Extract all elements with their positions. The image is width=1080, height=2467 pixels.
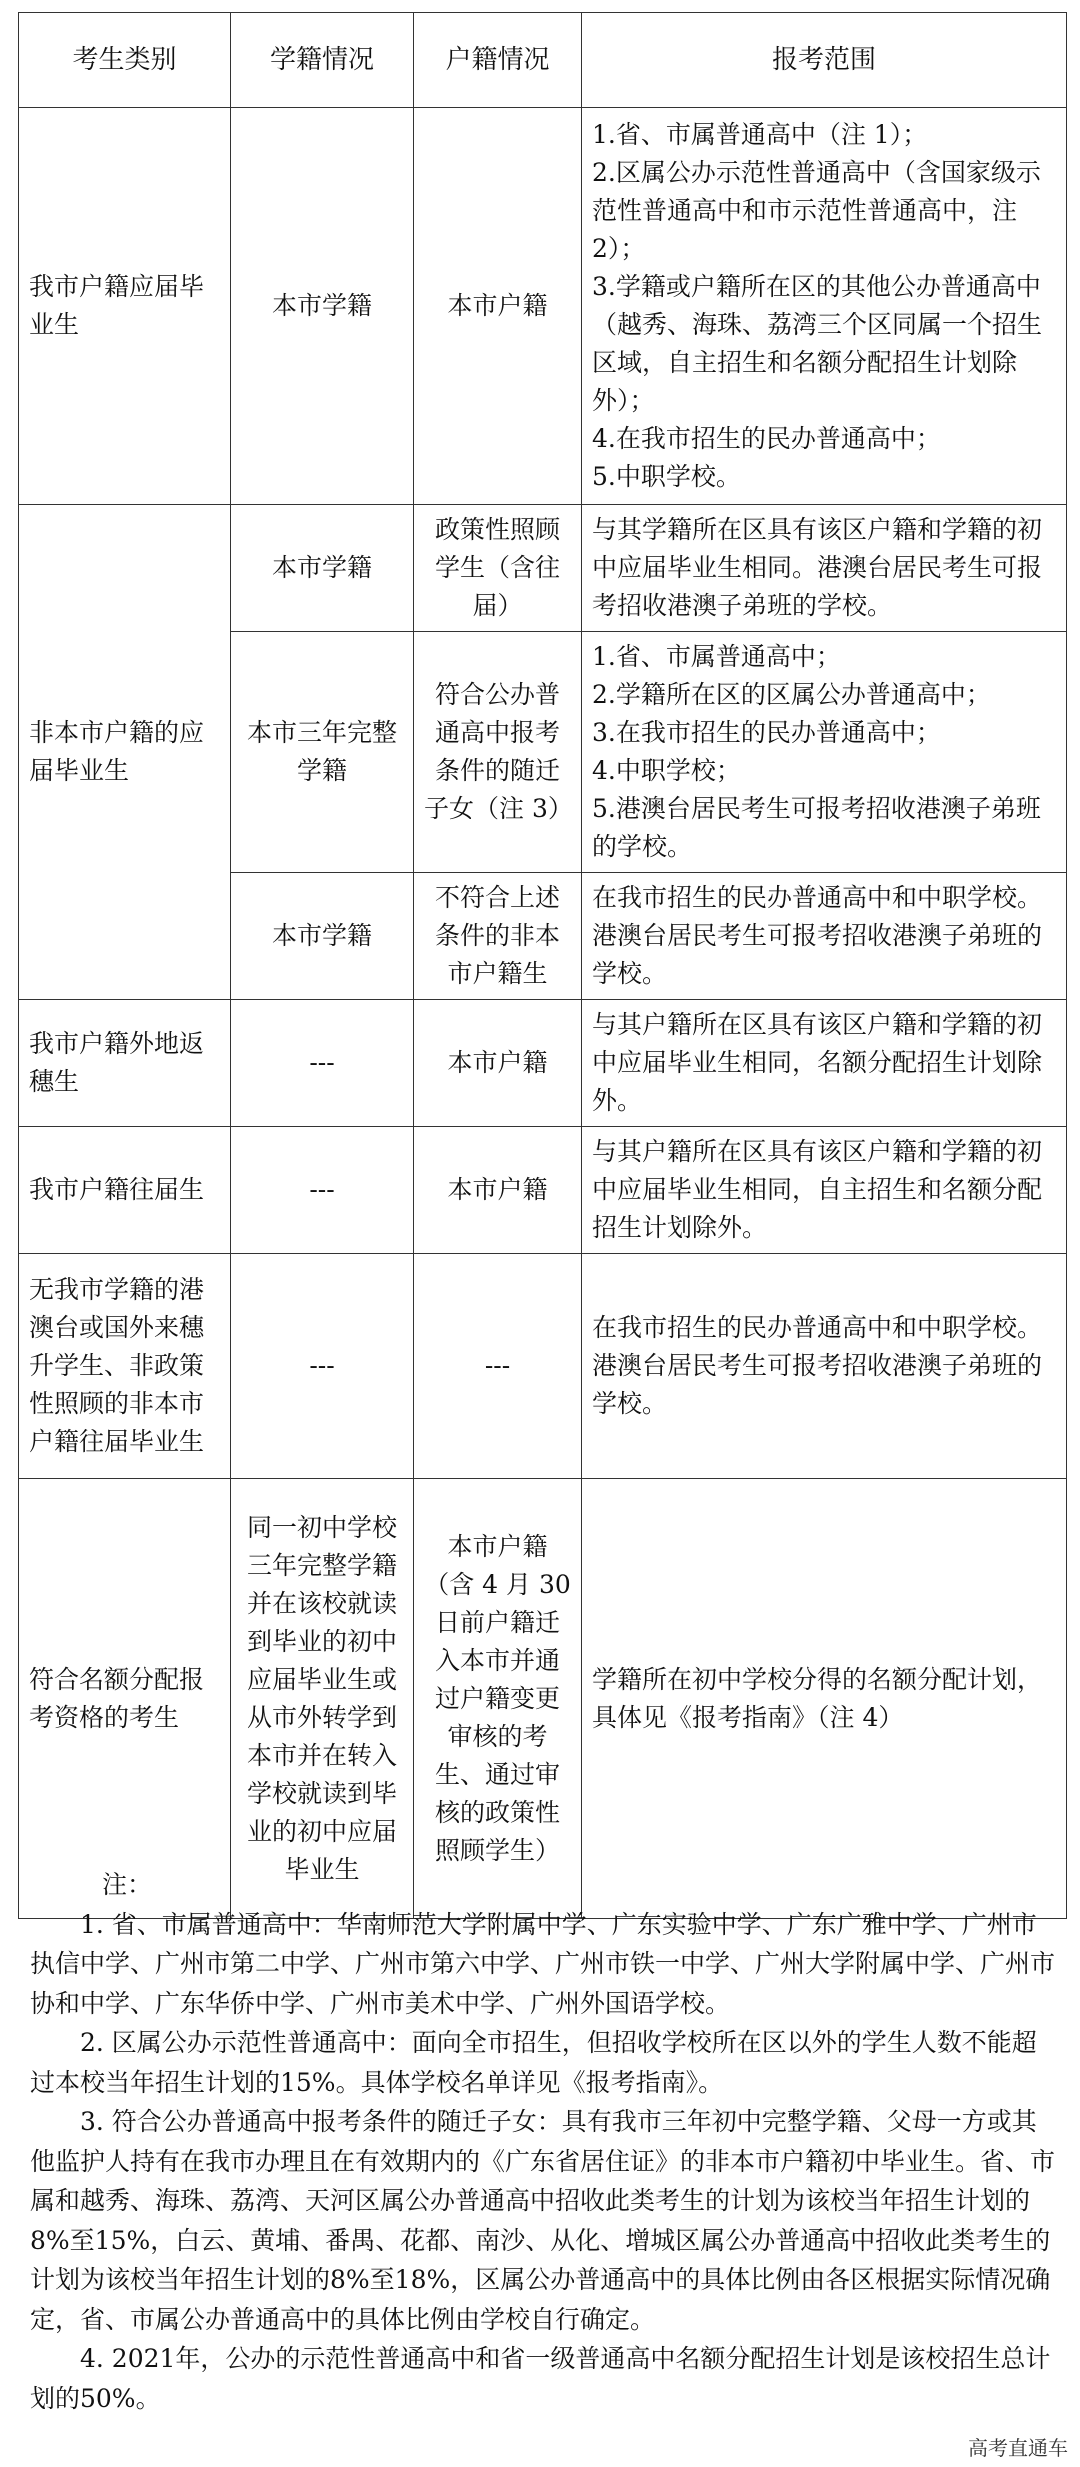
scope-line: 2.学籍所在区的区属公办普通高中； — [592, 680, 991, 709]
category-cell: 无我市学籍的港澳台或国外来穗升学生、非政策性照顾的非本市户籍往届毕业生 — [19, 1254, 231, 1479]
table-row — [19, 108, 1067, 505]
hukou-status-cell: 本市户籍 — [414, 1000, 582, 1127]
school-status-cell: --- — [231, 1000, 414, 1127]
table-row — [19, 1479, 1067, 1919]
hukou-status-cell: 不符合上述条件的非本市户籍生 — [414, 873, 582, 1000]
scope-cell: 在我市招生的民办普通高中和中职学校。港澳台居民考生可报考招收港澳子弟班的学校。 — [582, 873, 1067, 1000]
header-school-status: 学籍情况 — [231, 13, 414, 108]
category-cell: 非本市户籍的应届毕业生 — [19, 505, 231, 1000]
scope-cell: 与其学籍所在区具有该区户籍和学籍的初中应届毕业生相同。港澳台居民考生可报考招收港澳子弟班的学校。 — [582, 505, 1067, 632]
note-item: 2. 区属公办示范性普通高中：面向全市招生，但招收学校所在区以外的学生人数不能超过本校当年招生计划的15%。具体学校名单详见《报考指南》。 — [30, 2028, 1037, 2097]
header-hukou-status: 户籍情况 — [414, 13, 582, 108]
category-cell: 我市户籍应届毕业生 — [19, 108, 231, 505]
category-cell: 我市户籍往届生 — [19, 1127, 231, 1254]
scope-cell: 在我市招生的民办普通高中和中职学校。港澳台居民考生可报考招收港澳子弟班的学校。 — [582, 1254, 1067, 1479]
table-header-row — [19, 13, 1067, 108]
header-scope: 报考范围 — [582, 13, 1067, 108]
scope-cell: 学籍所在初中学校分得的名额分配计划，具体见《报考指南》（注 4） — [582, 1479, 1067, 1919]
note-item: 4. 2021年，公办的示范性普通高中和省一级普通高中名额分配招生计划是该校招生总计划的50%。 — [30, 2344, 1051, 2413]
hukou-status-cell: 政策性照顾学生（含往届） — [414, 505, 582, 632]
header-category: 考生类别 — [19, 13, 231, 108]
scope-cell: 与其户籍所在区具有该区户籍和学籍的初中应届毕业生相同，自主招生和名额分配招生计划除外。 — [582, 1127, 1067, 1254]
scope-line: 4.在我市招生的民办普通高中； — [592, 424, 941, 453]
scope-line: 4.中职学校； — [592, 756, 741, 785]
scope-line: 3.在我市招生的民办普通高中； — [592, 718, 941, 747]
school-status-cell: 本市学籍 — [231, 873, 414, 1000]
notes-section — [30, 1865, 1060, 2418]
scope-line: 1.省、市属普通高中； — [592, 642, 841, 671]
table-row — [19, 1000, 1067, 1127]
watermark: 高考直通车 — [968, 2436, 1068, 2460]
school-status-cell: 本市学籍 — [231, 505, 414, 632]
category-cell: 我市户籍外地返穗生 — [19, 1000, 231, 1127]
school-status-cell: 本市三年完整学籍 — [231, 632, 414, 873]
scope-line: 5.港澳台居民考生可报考招收港澳子弟班的学校。 — [592, 794, 1041, 861]
hukou-status-cell: 本市户籍 — [414, 1127, 582, 1254]
hukou-status-cell: --- — [414, 1254, 582, 1479]
scope-cell: 与其户籍所在区具有该区户籍和学籍的初中应届毕业生相同，名额分配招生计划除外。 — [582, 1000, 1067, 1127]
table-row — [19, 1127, 1067, 1254]
notes-heading: 注： — [102, 1870, 153, 1899]
scope-line: 1.省、市属普通高中（注 1）； — [592, 120, 928, 149]
scope-line: 2.区属公办示范性普通高中（含国家级示范性普通高中和市示范性普通高中，注 2）； — [592, 158, 1041, 263]
hukou-status-cell: 本市户籍 — [414, 108, 582, 505]
school-status-cell: 同一初中学校三年完整学籍并在该校就读到毕业的初中应届毕业生或从市外转学到本市并在转入学校就读到毕业的初中应届毕业生 — [231, 1479, 414, 1919]
category-cell: 符合名额分配报考资格的考生 — [19, 1479, 231, 1919]
table-row — [19, 1254, 1067, 1479]
scope-cell — [582, 108, 1067, 505]
school-status-cell: 本市学籍 — [231, 108, 414, 505]
school-status-cell: --- — [231, 1127, 414, 1254]
scope-line: 5.中职学校。 — [592, 462, 741, 491]
note-item: 1. 省、市属普通高中：华南师范大学附属中学、广东实验中学、广东广雅中学、广州市执信中学、广州市第二中学、广州市第六中学、广州市铁一中学、广州大学附属中学、广州市协和中学、广东华侨中学、广州市美术中学、广州外国语学校。 — [30, 1909, 1056, 2018]
hukou-status-cell: 符合公办普通高中报考条件的随迁子女（注 3） — [414, 632, 582, 873]
school-status-cell: --- — [231, 1254, 414, 1479]
scope-line: 3.学籍或户籍所在区的其他公办普通高中（越秀、海珠、荔湾三个区同属一个招生区域，自主招生和名额分配招生计划除外）； — [592, 272, 1043, 415]
hukou-status-cell: 本市户籍（含 4 月 30 日前户籍迁入本市并通过户籍变更审核的考生、通过审核的政策性照顾学生） — [414, 1479, 582, 1919]
admission-scope-table — [18, 12, 1067, 1919]
scope-cell — [582, 632, 1067, 873]
note-item: 3. 符合公办普通高中报考条件的随迁子女：具有我市三年初中完整学籍、父母一方或其他监护人持有在我市办理且在有效期内的《广东省居住证》的非本市户籍初中毕业生。省、市属和越秀、海珠、荔湾、天河区属公办普通高中招收此类考生的计划为该校当年招生计划的8%至15%，白云、黄埔、番禺、花都、南沙、从化、增城区属公办普通高中招收此类考生的计划为该校当年招生计划的8%至18%，区属公办普通高中的具体比例由各区根据实际情况确定，省、市属公办普通高中的具体比例由学校自行确定。 — [30, 2107, 1056, 2334]
admission-scope-table-page — [18, 12, 1066, 1919]
table-row — [19, 505, 1067, 632]
